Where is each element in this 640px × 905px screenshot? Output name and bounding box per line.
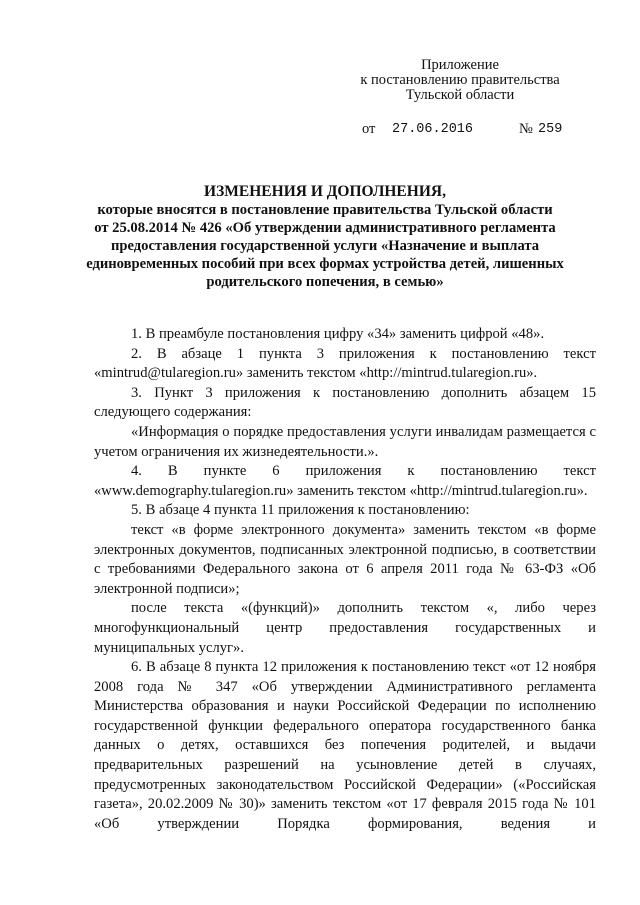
paragraph-1: 1. В преамбуле постановления цифру «34» заменить цифрой «48».: [131, 326, 545, 342]
title-heading: ИЗМЕНЕНИЯ И ДОПОЛНЕНИЯ,: [204, 183, 446, 200]
number-label: №: [519, 121, 533, 137]
paragraph-8: после текста «(функций)» дополнить текстом «, либо через многофункциональный центр предоставления государственных и муниципальных услуг».: [94, 600, 596, 656]
paragraph-3: 3. Пункт 3 приложения к постановлению дополнить абзацем 15 следующего содержания:: [94, 384, 596, 421]
paragraph-9: 6. В абзаце 8 пункта 12 приложения к постановлению текст «от 12 ноября 2008 года № 347 «Об утверждении Административного регламента Министерства образования и науки Российской Федерации по исполнению государственной функции федерального оператора государственного банка данных о детях, оставшихся без попечения родителей, и выдачи предварительных разрешений на усыновление детей в случаях, предусмотренных законодательством Российской Федерации» («Российская газета», 20.02.2009 № 30)» заменить текстом «от 17 февраля 2015 года № 101 «Об утверждении Порядка формирования, ведения и: [94, 659, 596, 832]
annex-line-1: Приложение: [421, 57, 499, 73]
annex-header: [340, 58, 580, 103]
paragraph-5: 4. В пункте 6 приложения к постановлению текст «www.demography.tularegion.ru» заменить текстом «http://mintrud.tularegion.ru».: [94, 463, 596, 499]
title-line-1: которые вносятся в постановление правительства Тульской области: [97, 202, 553, 218]
title-line-3: предоставления государственной услуги «Назначение и выплата: [110, 238, 540, 254]
annex-line-2: к постановлению правительства: [360, 72, 560, 88]
document-date: 27.06.2016: [392, 122, 474, 137]
paragraph-2: 2. В абзаце 1 пункта 3 приложения к постановлению текст «mintrud@tularegion.ru» заменить текстом «http://mintrud.tularegion.ru».: [94, 345, 596, 382]
document-number: 259: [538, 122, 563, 137]
paragraph-6: 5. В абзаце 4 пункта 11 приложения к постановлению:: [131, 502, 470, 519]
annex-line-3: Тульской области: [405, 87, 515, 103]
document-title: [60, 183, 590, 291]
paragraph-4: «Информация о порядке предоставления услуги инвалидам размещается с учетом ограничения их жизнедеятельности.».: [94, 423, 596, 460]
document-body: [94, 325, 596, 834]
date-from-label: от: [362, 121, 376, 137]
paragraph-7: текст «в форме электронного документа» заменить текстом «в форме электронных документов, подписанных электронной подписью, в соответствии с требованиями Федерального закона от 6 апреля 2011 года № 63-ФЗ «Об электронной подписи»;: [94, 521, 596, 597]
title-line-5: родительского попечения, в семью»: [206, 274, 444, 290]
title-line-4: единовременных пособий при всех формах устройства детей, лишенных: [86, 256, 564, 272]
title-line-2: от 25.08.2014 № 426 «Об утверждении административного регламента: [94, 220, 556, 236]
